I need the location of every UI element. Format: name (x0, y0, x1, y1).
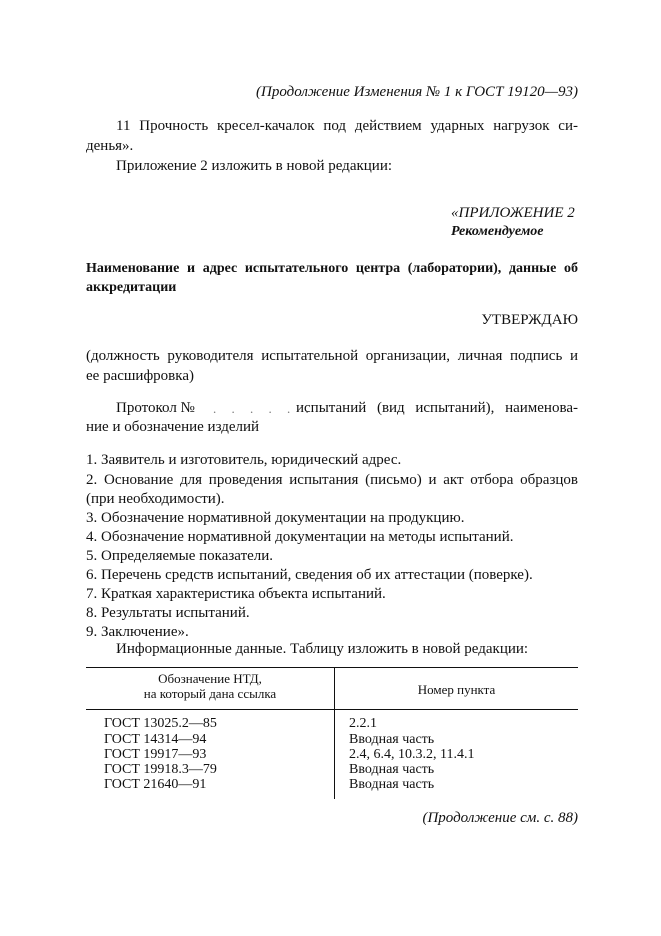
table-cell-point: Вводная часть (349, 777, 435, 792)
col1-header-line2: на который дана ссылка (143, 686, 277, 701)
continuation-header: (Продолжение Изменения № 1 к ГОСТ 19120—93) (256, 84, 578, 100)
lab-heading-line2: аккредитации (86, 280, 177, 295)
item-11-line1: 11 Прочность кресел-качалок под действием ударных нагрузок си- (116, 118, 578, 134)
protocol-prefix: Протокол № (116, 400, 195, 416)
list-item: 1. Заявитель и изготовитель, юридический адрес. (86, 452, 402, 468)
list-item: 6. Перечень средств испытаний, сведения об их аттестации (поверке). (86, 567, 533, 583)
signer-line2: ее расшифровка) (86, 368, 194, 384)
list-item: (при необходимости). (86, 491, 225, 507)
table-cell-ntd: ГОСТ 13025.2—85 (104, 716, 217, 731)
table-top-rule (86, 667, 578, 668)
table-cell-ntd: ГОСТ 14314—94 (104, 732, 207, 747)
col1-header-line1: Обозначение НТД, (158, 671, 262, 686)
lab-heading-line1: Наименование и адрес испытательного центра (лаборатории), данные об (86, 261, 578, 276)
signer-line1: (должность руководителя испытательной организации, личная подпись и (86, 348, 578, 364)
table-cell-ntd: ГОСТ 19917—93 (104, 747, 207, 762)
table-header-rule (86, 709, 578, 710)
col2-header: Номер пункта (417, 682, 496, 697)
table-cell-point: 2.2.1 (349, 716, 377, 731)
table-cell-point: Вводная часть (349, 732, 435, 747)
list-item: 5. Определяемые показатели. (86, 548, 274, 564)
protocol-number-placeholder: . . . . . . (213, 401, 315, 416)
appendix-title: «ПРИЛОЖЕНИЕ 2 (451, 205, 575, 221)
list-item: 7. Краткая характеристика объекта испытаний. (86, 586, 386, 602)
continuation-footer: (Продолжение см. с. 88) (422, 810, 578, 826)
list-item: 9. Заключение». (86, 624, 189, 640)
protocol-rest: испытаний (вид испытаний), наименова- (296, 400, 578, 416)
info-intro: Информационные данные. Таблицу изложить в новой редакции: (116, 641, 529, 657)
protocol-line2: ние и обозначение изделий (86, 419, 260, 435)
list-item: 4. Обозначение нормативной документации на методы испытаний. (86, 529, 514, 545)
table-cell-point: Вводная часть (349, 762, 435, 777)
appendix-subtitle: Рекомендуемое (451, 224, 544, 239)
approve-label: УТВЕРЖДАЮ (481, 312, 578, 328)
table-cell-ntd: ГОСТ 19918.3—79 (104, 762, 217, 777)
table-cell-ntd: ГОСТ 21640—91 (104, 777, 207, 792)
list-item: 2. Основание для проведения испытания (письмо) и акт отбора образцов (86, 472, 578, 488)
list-item: 3. Обозначение нормативной документации на продукцию. (86, 510, 465, 526)
appendix-intro: Приложение 2 изложить в новой редакции: (116, 158, 393, 174)
item-11-line2: денья». (86, 138, 134, 154)
table-cell-point: 2.4, 6.4, 10.3.2, 11.4.1 (349, 747, 475, 762)
list-item: 8. Результаты испытаний. (86, 605, 250, 621)
